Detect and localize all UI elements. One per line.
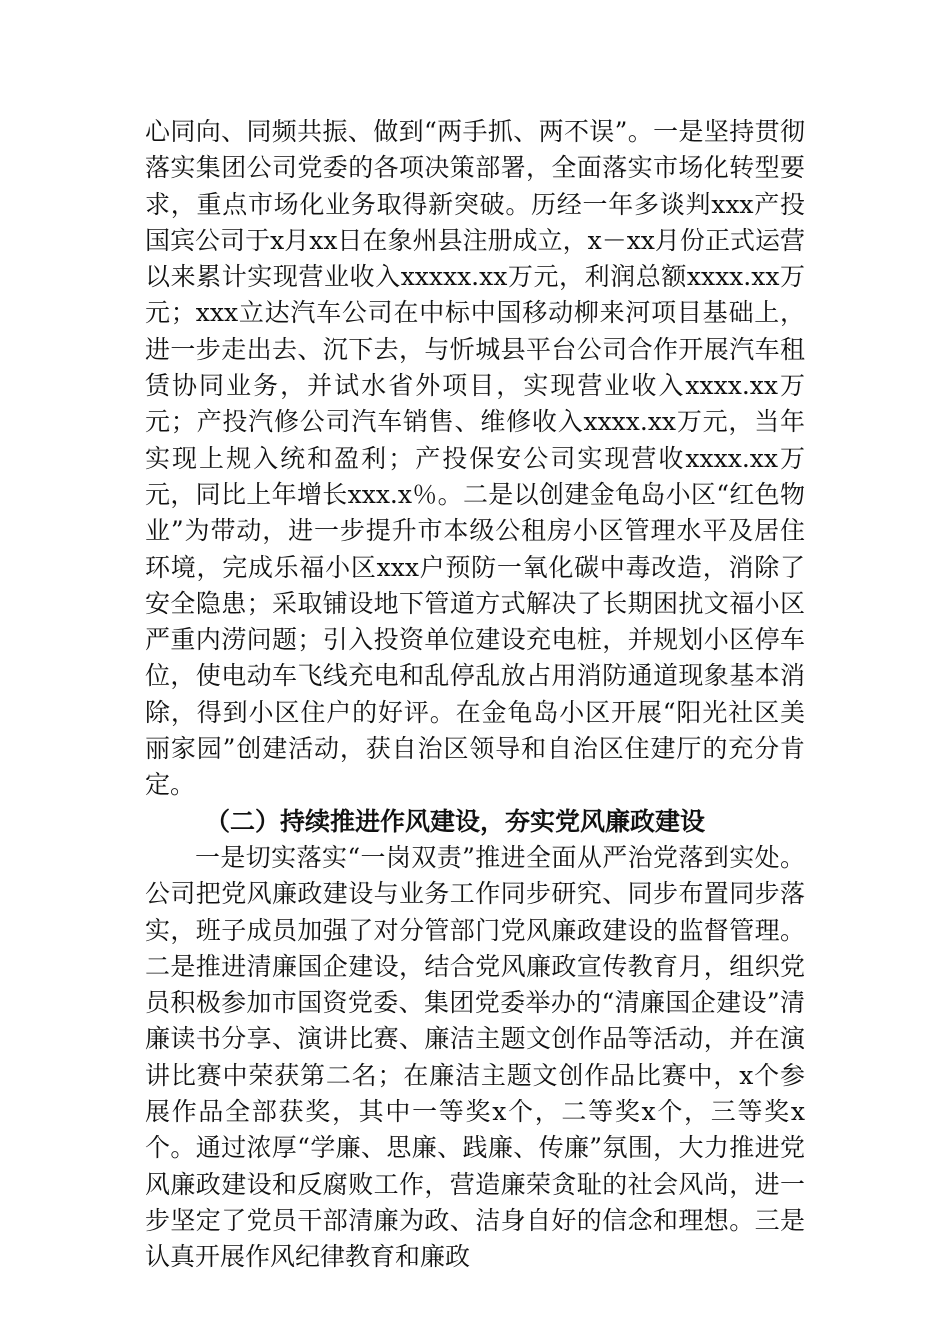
body-paragraph-1: 心同向、同频共振、做到“两手抓、两不误”。一是坚持贯彻落实集团公司党委的各项决策部署，全面落实市场化转型要求，重点市场化业务取得新突破。历经一年多谈判xxx产投国宾公司于x月xx日在象州县注册成立，x－xx月份正式运营以来累计实现营业收入xxxxx.xx万元，利润总额xxxx.xx万元；xxx立达汽车公司在中标中国移动柳来河项目基础上，进一步走出去、沉下去，与忻城县平台公司合作开展汽车租赁协同业务，并试水省外项目，实现营业收入xxxx.xx万元；产投汽修公司汽车销售、维修收入xxxx.xx万元，当年实现上规入统和盈利；产投保安公司实现营收xxxx.xx万元，同比上年增长xxx.x％。二是以创建金龟岛小区“红色物业”为带动，进一步提升市本级公租房小区管理水平及居住环境，完成乐福小区xxx户预防一氧化碳中毒改造，消除了安全隐患；采取铺设地下管道方式解决了长期困扰文福小区严重内涝问题；引入投资单位建设充电桩，并规划小区停车位，使电动车飞线充电和乱停乱放占用消防通道现象基本消除，得到小区住户的好评。在金龟岛小区开展“阳光社区美丽家园”创建活动，获自治区领导和自治区住建厅的充分肯定。 (145, 117, 805, 800)
document-body (145, 114, 805, 1276)
section-heading-2: （二）持续推进作风建设，夯实党风廉政建设 (205, 806, 706, 836)
body-paragraph-2: 一是切实落实“一岗双责”推进全面从严治党落到实处。公司把党风廉政建设与业务工作同步研究、同步布置同步落实，班子成员加强了对分管部门党风廉政建设的监督管理。二是推进清廉国企建设，结合党风廉政宣传教育月，组织党员积极参加市国资党委、集团党委举办的“清廉国企建设”清廉读书分享、演讲比赛、廉洁主题文创作品等活动，并在演讲比赛中荣获第二名；在廉洁主题文创作品比赛中，x个参展作品全部获奖，其中一等奖x个，二等奖x个，三等奖x个。通过浓厚“学廉、思廉、践廉、传廉”氛围，大力推进党风廉政建设和反腐败工作，营造廉荣贪耻的社会风尚，进一步坚定了党员干部清廉为政、洁身自好的信念和理想。三是认真开展作风纪律教育和廉政 (145, 842, 805, 1272)
